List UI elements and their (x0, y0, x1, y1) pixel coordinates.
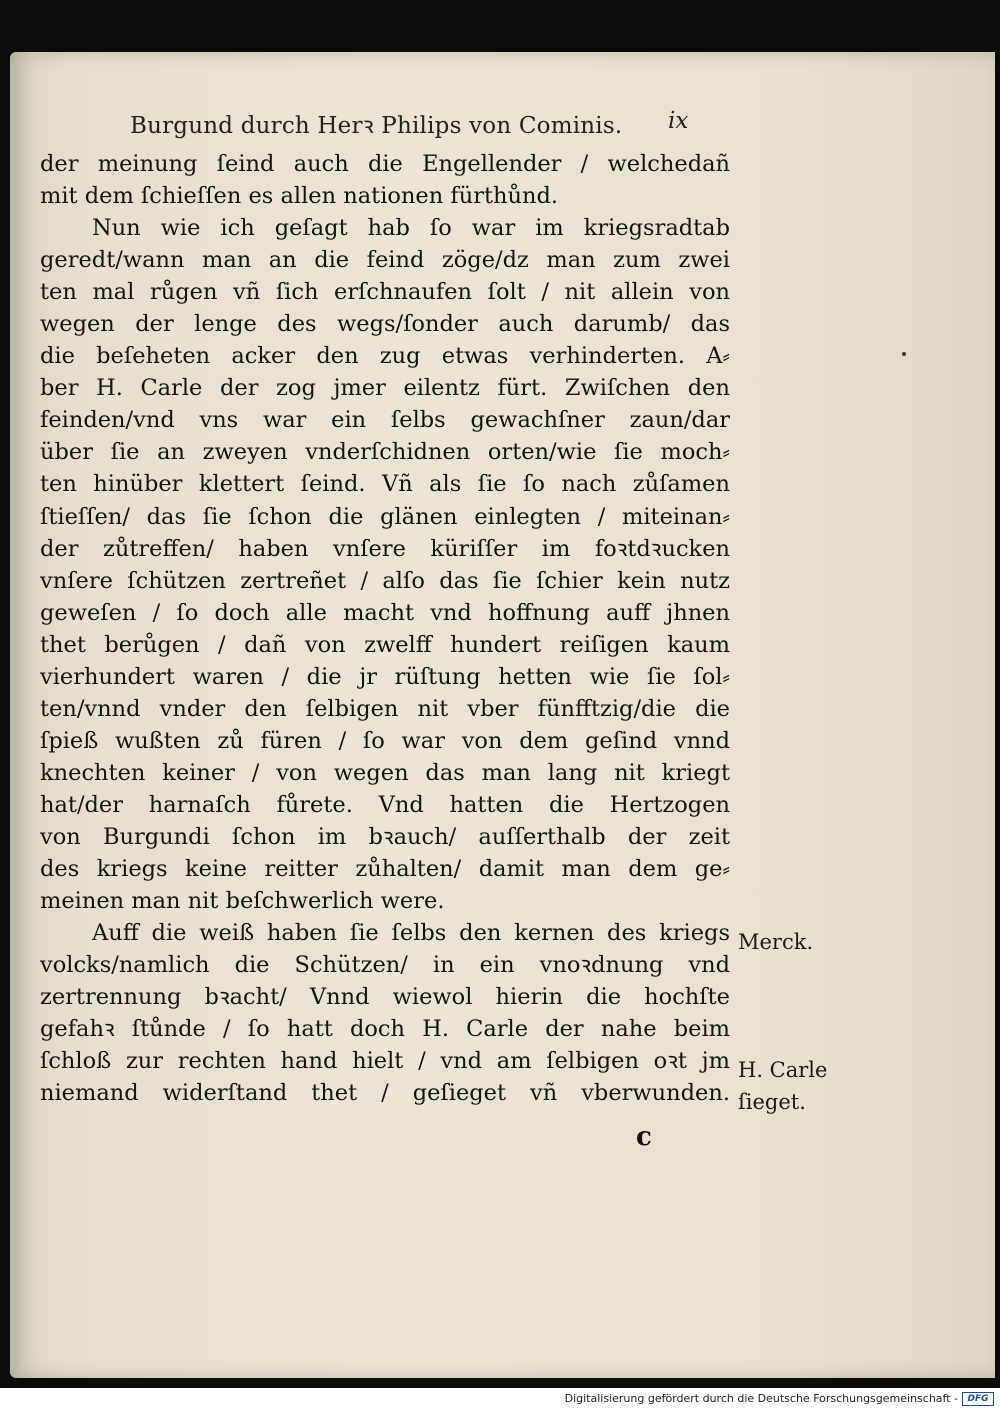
text-line: volcks/namlich die Schützen/ in ein vnoꝛdnung vnd (40, 952, 730, 979)
text-line: hat/der harnaſch fůrete. Vnd hatten die Hertzogen (40, 791, 730, 818)
body-text (40, 148, 730, 1109)
text-line: feinden/vnd vns war ein ſelbs gewachſner zaun/dar (40, 407, 730, 434)
running-head: Burgund durch Herꝛ Philips von Cominis. (130, 113, 623, 139)
text-line: über ſie an zweyen vnderſchidnen orten/wie ſie moch⸗ (40, 439, 730, 466)
text-line: ſtieſſen/ das ſie ſchon die glänen einlegten / miteinan⸗ (40, 503, 730, 530)
text-line: ſchloß zur rechten hand hielt / vnd am ſelbigen oꝛt jm (40, 1048, 730, 1075)
folio-number: ix (668, 108, 689, 134)
text-line: vierhundert waren / die jr rüſtung hetten wie ſie ſol⸗ (40, 663, 730, 690)
ink-speck (902, 352, 906, 356)
text-line: niemand widerſtand thet / geſieget vñ vberwunden. (40, 1080, 730, 1107)
text-line: meinen man nit beſchwerlich were. (40, 888, 445, 915)
footer-credit: Digitalisierung gefördert durch die Deutsche Forschungsgemeinschaft - (564, 1392, 958, 1405)
text-line: von Burgundi ſchon im bꝛauch/ auſſerthalb der zeit (40, 823, 730, 850)
text-line: knechten keiner / von wegen das man lang nit kriegt (40, 759, 730, 786)
text-line: vnſere ſchützen zertreñet / alſo das ſie ſchier kein nutz (40, 567, 730, 594)
text-line: ber H. Carle der zog jmer eilentz fürt. Zwiſchen den (40, 375, 730, 402)
text-line: des kriegs keine reitter zůhalten/ damit man dem ge⸗ (40, 856, 730, 883)
text-line: geweſen / ſo doch alle macht vnd hoffnung auff jhnen (40, 599, 730, 626)
text-line: die beſeheten acker den zug etwas verhinderten. A⸗ (40, 343, 730, 370)
text-line: geredt/wann man an die feind zöge/dz man zum zwei (40, 247, 730, 274)
margin-note-sieget: ſieget. (738, 1090, 806, 1114)
text-line: ſpieß wußten zů füren / ſo war von dem geſind vnnd (40, 727, 730, 754)
text-line: Nun wie ich geſagt hab ſo war im kriegsradtab (92, 215, 730, 242)
dfg-logo-icon[interactable]: DFG (962, 1392, 994, 1406)
text-line: Auff die weiß haben ſie ſelbs den kernen des kriegs (92, 920, 730, 947)
signature-mark: c (636, 1122, 652, 1152)
text-line: ten hinüber klettert ſeind. Vñ als ſie ſo nach zůſamen (40, 471, 730, 498)
text-line: thet berůgen / dañ von zwelff hundert reiſigen kaum (40, 631, 730, 658)
text-line: wegen der lenge des wegs/ſonder auch darumb/ das (40, 311, 730, 338)
text-line: der zůtreffen/ haben vnſere küriſſer im foꝛtdꝛucken (40, 535, 730, 562)
text-line: ten mal růgen vñ ſich erſchnaufen ſolt / nit allein von (40, 279, 730, 306)
text-line: gefahꝛ ſtůnde / ſo hatt doch H. Carle der nahe beim (40, 1016, 730, 1043)
margin-note-h-carle: H. Carle (738, 1058, 828, 1082)
text-line: zertrennung bꝛacht/ Vnnd wiewol hierin die hochſte (40, 984, 730, 1011)
margin-note-merck: Merck. (738, 930, 814, 954)
text-line: ten/vnnd vnder den ſelbigen nit vber fünfftzig/die die (40, 695, 730, 722)
text-line: mit dem ſchieſſen es allen nationen fürthůnd. (40, 183, 559, 210)
text-line: der meinung ſeind auch die Engellender / welchedañ (40, 151, 730, 177)
